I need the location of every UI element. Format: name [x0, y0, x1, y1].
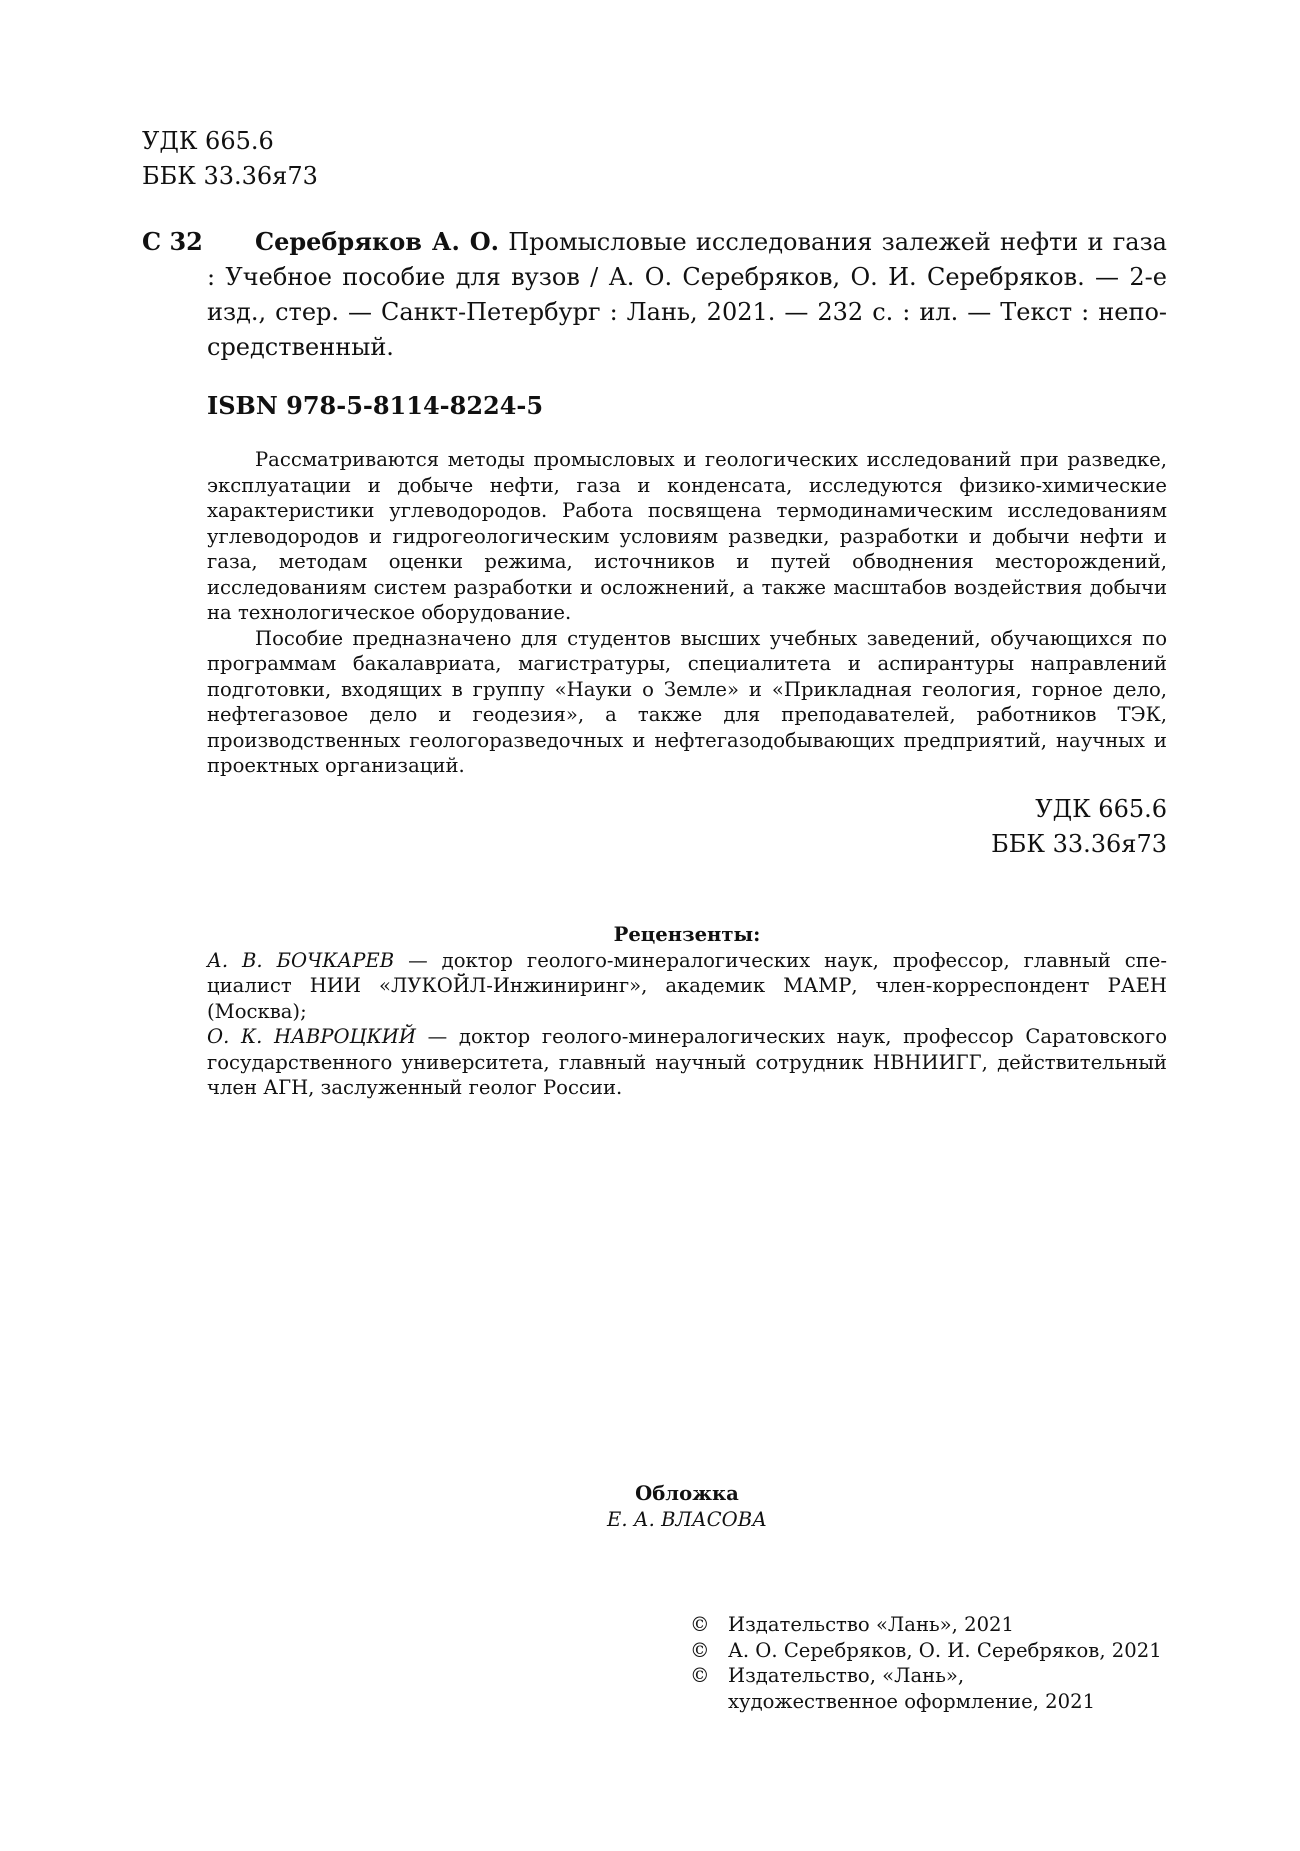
- bibliographic-record: [207, 224, 1167, 365]
- copyright-icon: ©: [690, 1664, 710, 1687]
- copyright-text: Издательство, «Лань»,: [728, 1664, 965, 1687]
- reviewer-name: О. К. НАВРОЦКИЙ: [207, 1025, 416, 1048]
- classification-codes-bottom: [991, 792, 1167, 862]
- annotation: [207, 447, 1167, 779]
- reviewer-description: — доктор геолого-минералогических наук, профессор, главный специалист НИИ «ЛУКОЙЛ-Инжиниринг», академик МАМР, член-корреспондент РАЕН (Москва);: [207, 948, 1167, 1023]
- cover-label: Обложка: [635, 1482, 739, 1505]
- copyright-continuation: художественное оформление, 2021: [728, 1689, 1096, 1713]
- copyright-line: [690, 1638, 1180, 1664]
- copyright-notices: [690, 1612, 1180, 1714]
- copyright-line: [690, 1689, 1180, 1715]
- bbk-code: ББК 33.36я73: [142, 162, 318, 190]
- reviewers-section: [207, 922, 1167, 1101]
- classification-codes-top: [142, 124, 318, 194]
- copyright-line: [690, 1663, 1180, 1689]
- bbk-code: ББК 33.36я73: [991, 830, 1167, 858]
- reviewer-entry: [207, 1024, 1167, 1101]
- udk-code: УДК 665.6: [142, 127, 274, 155]
- udk-code: УДК 665.6: [1035, 795, 1167, 823]
- copyright-icon: ©: [690, 1613, 710, 1636]
- reviewers-heading: Рецензенты:: [613, 923, 761, 946]
- copyright-line: [690, 1612, 1180, 1638]
- reviewer-name: А. В. БОЧКАРЕВ: [207, 948, 395, 972]
- copyright-text: А. О. Серебряков, О. И. Серебряков, 2021: [728, 1638, 1162, 1662]
- author-sign: С 32: [142, 227, 203, 256]
- record-author: Серебряков А. О.: [255, 227, 500, 256]
- cover-credits: [207, 1481, 1167, 1532]
- copyright-icon: ©: [690, 1638, 710, 1662]
- record-description: Промысловые исследования залежей нефти и газа : Учебное пособие для вузов / А. О. Серебряков, О. И. Серебряков. — 2-е изд., стер. — Санкт-Петербург : Лань, 2021. — 232 с. : ил. — Текст : непосредственный.: [207, 228, 1167, 361]
- annotation-paragraph: Рассматриваются методы промысловых и геологических исследований при разведке, эксплуатации и добыче нефти, газа и конденсата, исследуются физико-химические характеристики углеводородов. Работа посвящена термодинамическим исследованиям углеводородов и гидрогеологическим условиям разведки, разработки и добычи нефти и газа, методам оценки режима, источников и путей обводнения месторождений, исследованиям систем разработки и осложнений, а также масштабов воздействия добычи на технологическое оборудование.: [207, 448, 1167, 624]
- reviewer-entry: [207, 948, 1167, 1025]
- annotation-paragraph: Пособие предназначено для студентов высших учебных заведений, обучающихся по программам бакалавриата, магистратуры, специалитета и аспирантуры направлений подготовки, входящих в группу «Науки о Земле» и «Прикладная геология, горное дело, нефтегазовое дело и геодезия», а также для преподавателей, работников ТЭК, производственных геологоразведочных и нефтегазодобывающих предприятий, научных и проектных организаций.: [207, 626, 1167, 777]
- isbn: ISBN 978-5-8114-8224-5: [207, 391, 544, 420]
- cover-designer: Е. А. ВЛАСОВА: [607, 1507, 767, 1531]
- copyright-text: Издательство «Лань», 2021: [728, 1613, 1014, 1636]
- reviewer-description: — доктор геолого-минералогических наук, профессор Саратовского государственного университета, главный научный сотрудник НВНИИГГ, действительный член АГН, заслуженный геолог России.: [207, 1025, 1168, 1099]
